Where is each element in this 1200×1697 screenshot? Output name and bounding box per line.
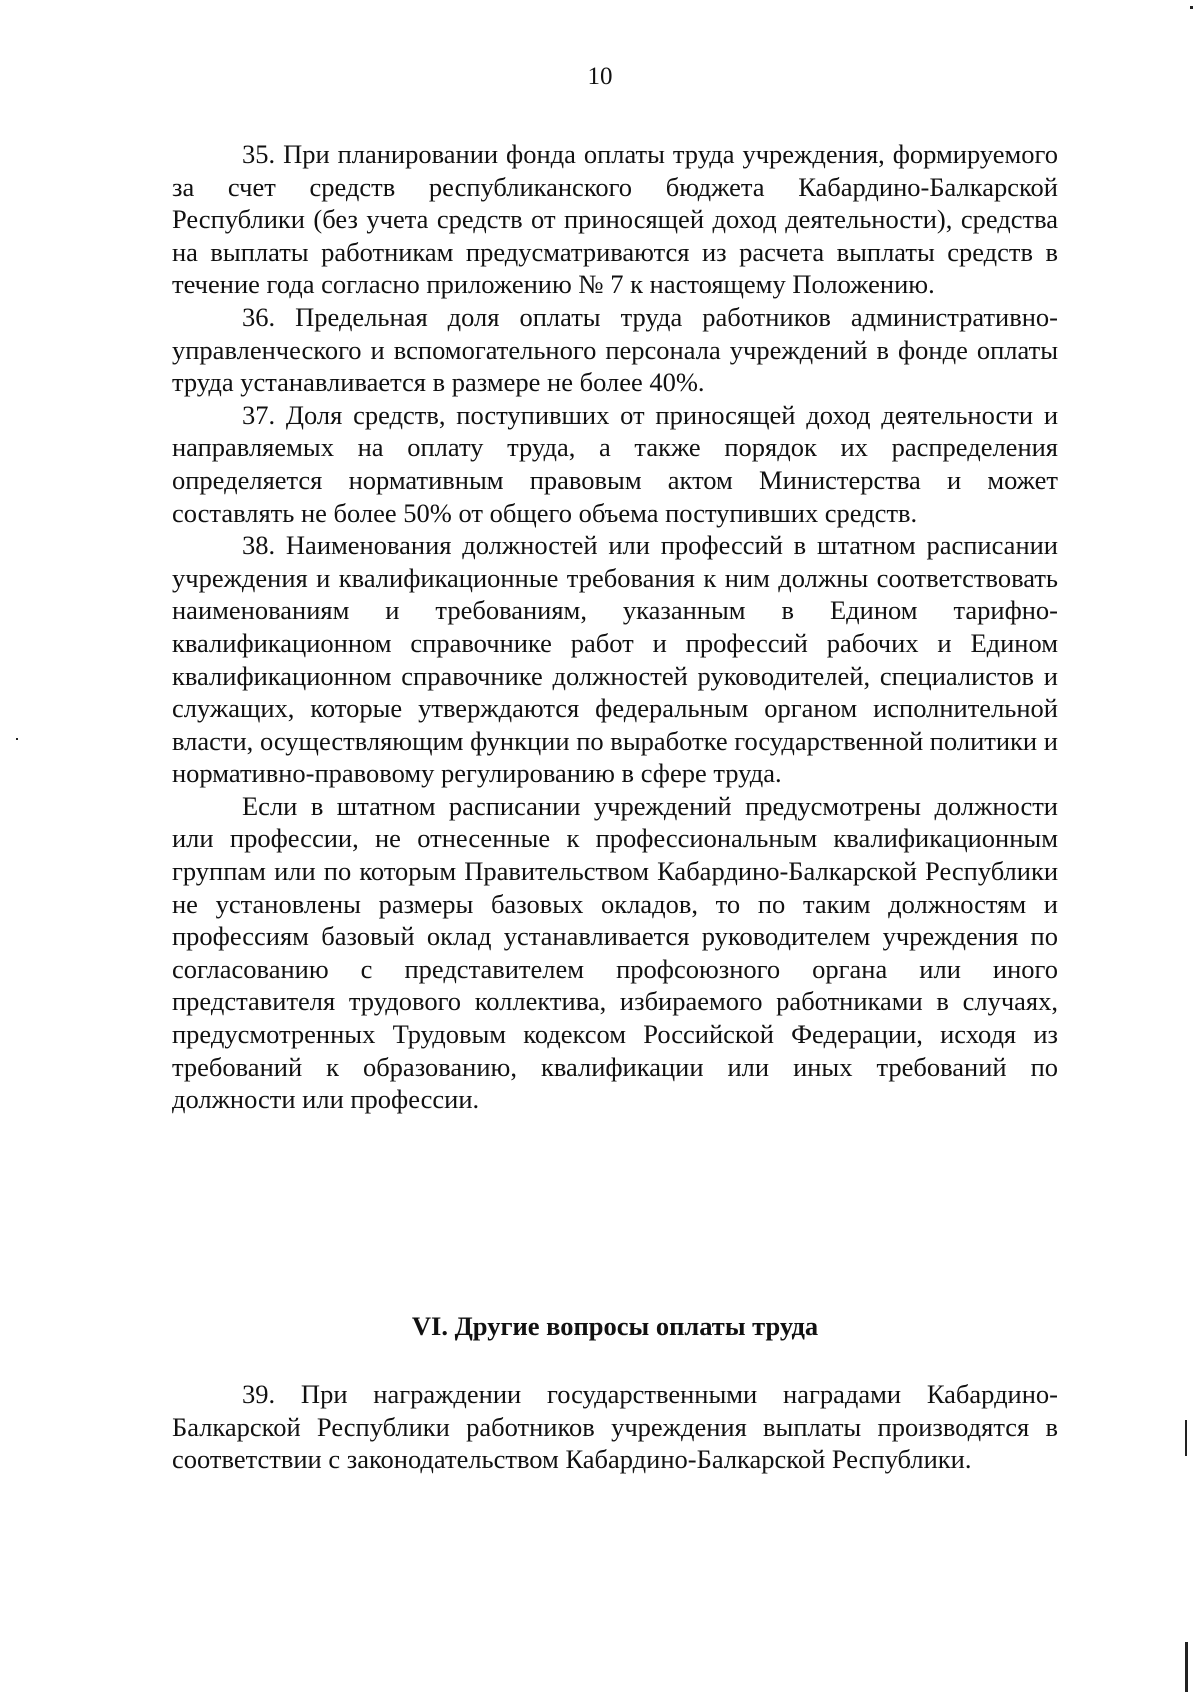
scan-artifact-mark [1185,1642,1188,1692]
paragraph-39: 39. При награждении государственными наградами Кабардино-Балкарской Республики работников учреждения выплаты производятся в соответствии с законодательством Кабардино-Балкарской Республики. [172,1379,1058,1475]
paragraph-35: 35. При планировании фонда оплаты труда учреждения, формируемого за счет средств республиканского бюджета Кабардино-Балкарской Республики (без учета средств от приносящей доход деятельности), средства на выплаты работникам предусматриваются из расчета выплаты средств в течение года согласно приложению № 7 к настоящему Положению. [172,139,1058,300]
document-body [172,138,1058,1116]
section-heading: VI. Другие вопросы оплаты труда [411,1311,819,1341]
scan-artifact-mark [16,738,18,740]
paragraph-38-continuation: Если в штатном расписании учреждений предусмотрены должности или профессии, не отнесенные к профессиональным квалификационным группам или по которым Правительством Кабардино-Балкарской Республики не установлены размеры базовых окладов, то по таким должностям и профессиям базовый оклад устанавливается руководителем учреждения по согласованию с представителем профсоюзного органа или иного представителя трудового коллектива, избираемого работниками в случаях, предусмотренных Трудовым кодексом Российской Федерации, исходя из требований к образованию, квалификации или иных требований по должности или профессии. [172,790,1058,1115]
paragraph-37: 37. Доля средств, поступивших от приносящей доход деятельности и направляемых на оплату труда, а также порядок их распределения определяется нормативным правовым актом Министерства и может составлять не более 50% от общего объема поступивших средств. [172,399,1058,528]
paragraph-38: 38. Наименования должностей или профессий в штатном расписании учреждения и квалификационные требования к ним должны соответствовать наименованиям и требованиям, указанным в Едином тарифно-квалификационном справочнике работ и профессий рабочих и Едином квалификационном справочнике должностей руководителей, специалистов и служащих, которые утверждаются федеральным органом исполнительной власти, осуществляющим функции по выработке государственной политики и нормативно-правовому регулированию в сфере труда. [172,530,1058,789]
page-number: 10 [587,63,613,90]
paragraph-36: 36. Предельная доля оплаты труда работников административно-управленческого и вспомогательного персонала учреждений в фонде оплаты труда устанавливается в размере не более 40%. [172,301,1058,398]
scan-artifact-mark [1185,1420,1187,1456]
section-body [172,1378,1058,1476]
scan-artifact-mark [1190,6,1193,9]
